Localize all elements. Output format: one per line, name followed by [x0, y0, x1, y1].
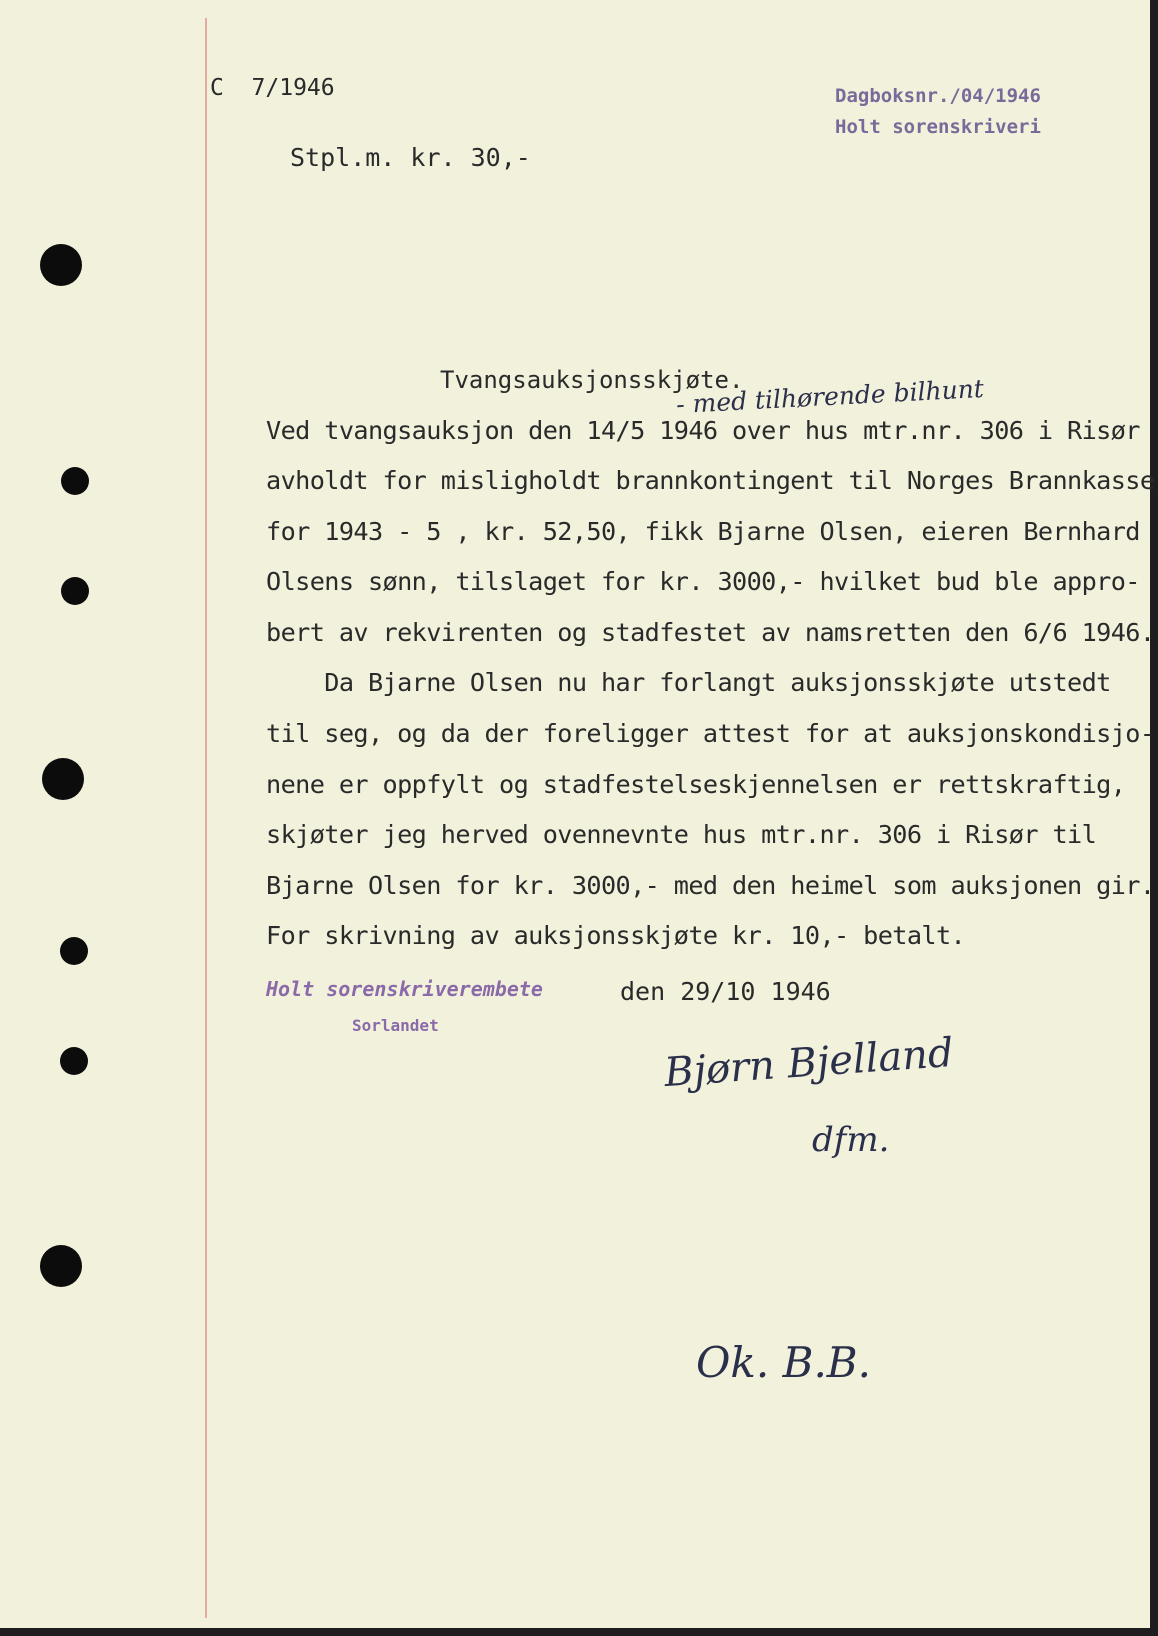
punch-hole — [40, 244, 82, 286]
case-number: C 7/1946 — [210, 75, 335, 101]
office-stamp: Holt sorenskriverembete — [266, 977, 543, 1001]
office-stamp-sub: Sorlandet — [352, 1016, 439, 1035]
stamp-fee: Stpl.m. kr. 30,- — [290, 143, 531, 172]
margin-rule — [205, 18, 207, 1618]
body-line: for 1943 - 5 , kr. 52,50, fikk Bjarne Olsen, eieren Bernhard — [266, 517, 1140, 546]
body-line: avholdt for misligholdt brannkontingent til Norges Brannkasse — [266, 466, 1155, 495]
punch-hole — [61, 467, 89, 495]
body-line: Bjarne Olsen for kr. 3000,- med den heimel som auksjonen gir. — [266, 871, 1155, 900]
punch-hole — [40, 1245, 82, 1287]
body-line: bert av rekvirenten og stadfestet av namsretten den 6/6 1946. — [266, 618, 1155, 647]
punch-hole — [61, 577, 89, 605]
signature-title: dfm. — [812, 1120, 890, 1160]
body-line: til seg, og da der foreligger attest for at auksjonskondisjo- — [266, 719, 1155, 748]
dagbok-stamp-office: Holt sorenskriveri — [835, 116, 1041, 138]
body-line: For skrivning av auksjonsskjøte kr. 10,- betalt. — [266, 921, 966, 950]
ok-mark: Ok. B.B. — [696, 1338, 872, 1387]
signature: Bjørn Bjelland — [662, 1029, 956, 1097]
punch-hole — [60, 1047, 88, 1075]
body-line: Ved tvangsauksjon den 14/5 1946 over hus mtr.nr. 306 i Risør — [266, 416, 1140, 445]
dagbok-stamp: Dagboksnr./04/1946 — [835, 85, 1041, 107]
body-line: nene er oppfylt og stadfestelseskjennelsen er rettskraftig, — [266, 770, 1126, 799]
body-line: Olsens sønn, tilslaget for kr. 3000,- hvilket bud ble appro- — [266, 567, 1140, 596]
body-line: Da Bjarne Olsen nu har forlangt auksjonsskjøte utstedt — [266, 668, 1111, 697]
date-line: den 29/10 1946 — [620, 977, 831, 1006]
punch-hole — [60, 937, 88, 965]
punch-hole — [42, 758, 84, 800]
handwritten-insertion: - med tilhørende bilhunt — [675, 373, 985, 420]
body-line: skjøter jeg herved ovennevnte hus mtr.nr. 306 i Risør til — [266, 820, 1097, 849]
document-title: Tvangsauksjonsskjøte. — [440, 366, 744, 394]
